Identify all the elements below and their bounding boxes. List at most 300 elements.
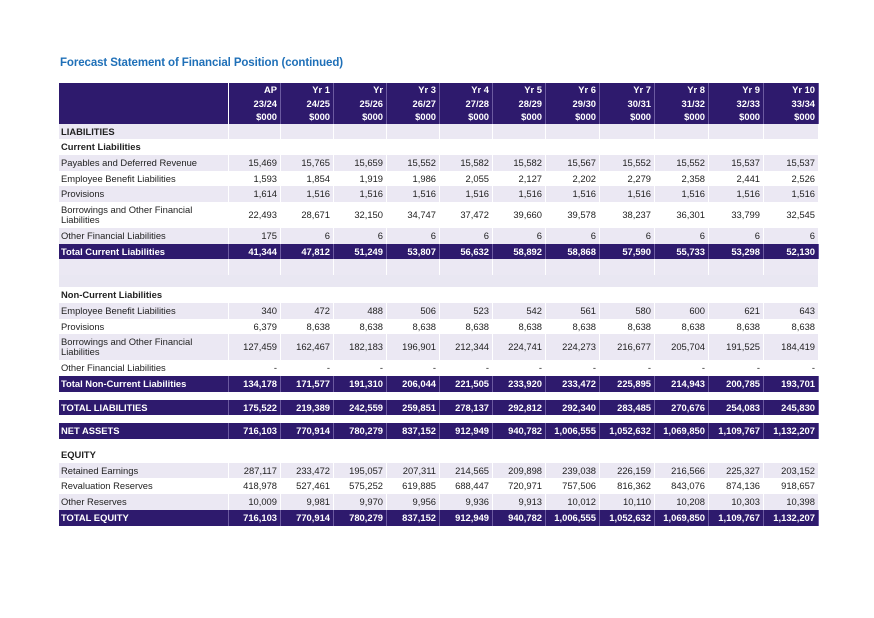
column-header-line: AP (263, 84, 277, 95)
value-cell: 940,782 (493, 423, 546, 439)
spacer-cell (59, 392, 819, 400)
value-cell: 6 (281, 228, 334, 244)
value-cell: 6 (493, 228, 546, 244)
value-cell: 209,898 (493, 463, 546, 479)
value-cell: 55,733 (655, 244, 709, 260)
value-cell: 225,895 (600, 376, 655, 392)
table-body (59, 124, 819, 526)
value-cell (493, 139, 546, 155)
value-cell: - (655, 360, 709, 376)
value-cell: 716,103 (229, 423, 281, 439)
value-cell: 219,389 (281, 400, 334, 416)
value-cell (600, 259, 655, 275)
row-label: TOTAL LIABILITIES (59, 400, 229, 416)
value-cell: 52,130 (764, 244, 819, 260)
value-cell: 47,812 (281, 244, 334, 260)
value-cell: 8,638 (546, 319, 600, 335)
value-cell (229, 259, 281, 275)
column-header-line: 23/24 (253, 97, 277, 109)
value-cell: 9,970 (334, 494, 387, 510)
value-cell: 621 (709, 303, 764, 319)
value-cell: 39,660 (493, 202, 546, 228)
value-cell: 1,069,850 (655, 423, 709, 439)
table-row (59, 171, 819, 187)
value-cell: 340 (229, 303, 281, 319)
value-cell: 2,526 (764, 171, 819, 187)
value-cell: 254,083 (709, 400, 764, 416)
value-cell: 205,704 (655, 334, 709, 360)
value-cell: 940,782 (493, 510, 546, 526)
value-cell: 619,885 (387, 478, 440, 494)
value-cell: 203,152 (764, 463, 819, 479)
column-header-line: $000 (630, 111, 651, 122)
total-row (59, 510, 819, 526)
row-label (59, 259, 229, 275)
column-header-line: Yr 10 (792, 84, 815, 95)
column-header-line: $000 (362, 111, 383, 122)
value-cell: 418,978 (229, 478, 281, 494)
value-cell: 22,493 (229, 202, 281, 228)
value-cell (229, 124, 281, 140)
spacer-cell (59, 415, 819, 423)
value-cell: 56,632 (440, 244, 493, 260)
value-cell: 472 (281, 303, 334, 319)
value-cell: 51,249 (334, 244, 387, 260)
value-cell: 2,358 (655, 171, 709, 187)
value-cell: 28,671 (281, 202, 334, 228)
column-header (709, 83, 764, 124)
value-cell: 196,901 (387, 334, 440, 360)
value-cell: 233,472 (281, 463, 334, 479)
value-cell: 233,472 (546, 376, 600, 392)
value-cell (655, 259, 709, 275)
value-cell: 15,469 (229, 155, 281, 171)
financial-position-table (59, 83, 819, 526)
value-cell: 2,202 (546, 171, 600, 187)
value-cell: 38,237 (600, 202, 655, 228)
value-cell (709, 287, 764, 303)
value-cell: 1,516 (546, 186, 600, 202)
value-cell: 8,638 (600, 319, 655, 335)
value-cell: 10,110 (600, 494, 655, 510)
value-cell: 8,638 (281, 319, 334, 335)
value-cell (334, 287, 387, 303)
value-cell (546, 139, 600, 155)
column-header-line: Yr 9 (742, 84, 760, 95)
value-cell: - (281, 360, 334, 376)
spacer-row (59, 392, 819, 400)
table-row (59, 186, 819, 202)
column-header-line: Yr (373, 84, 383, 95)
value-cell: 837,152 (387, 423, 440, 439)
value-cell (764, 447, 819, 463)
value-cell: 225,327 (709, 463, 764, 479)
value-cell: 6 (709, 228, 764, 244)
value-cell (281, 124, 334, 140)
row-label: Provisions (59, 186, 229, 202)
value-cell: 206,044 (387, 376, 440, 392)
table-row (59, 303, 819, 319)
value-cell: 10,303 (709, 494, 764, 510)
value-cell (440, 287, 493, 303)
value-cell: 36,301 (655, 202, 709, 228)
value-cell (493, 287, 546, 303)
value-cell: 1,516 (334, 186, 387, 202)
value-cell: 912,949 (440, 510, 493, 526)
value-cell: 1,109,767 (709, 423, 764, 439)
value-cell: - (600, 360, 655, 376)
column-header-line: $000 (468, 111, 489, 122)
value-cell: 233,920 (493, 376, 546, 392)
value-cell: - (546, 360, 600, 376)
spacer-row (59, 439, 819, 447)
row-label: Other Reserves (59, 494, 229, 510)
value-cell: 37,472 (440, 202, 493, 228)
value-cell: 10,398 (764, 494, 819, 510)
value-cell: 874,136 (709, 478, 764, 494)
value-cell (387, 139, 440, 155)
value-cell: 216,677 (600, 334, 655, 360)
section-row (59, 447, 819, 463)
column-header (334, 83, 387, 124)
value-cell: 212,344 (440, 334, 493, 360)
value-cell (440, 447, 493, 463)
column-header-line: 24/25 (306, 97, 330, 109)
value-cell: 6 (334, 228, 387, 244)
row-label: Payables and Deferred Revenue (59, 155, 229, 171)
table-row (59, 228, 819, 244)
value-cell: 171,577 (281, 376, 334, 392)
value-cell: 2,279 (600, 171, 655, 187)
value-cell: 216,566 (655, 463, 709, 479)
column-header (229, 83, 281, 124)
value-cell: 843,076 (655, 478, 709, 494)
value-cell (334, 447, 387, 463)
value-cell: 193,701 (764, 376, 819, 392)
value-cell: 912,949 (440, 423, 493, 439)
value-cell: 580 (600, 303, 655, 319)
table-row (59, 478, 819, 494)
column-header-line: 27/28 (465, 97, 489, 109)
value-cell: 32,545 (764, 202, 819, 228)
value-cell: 2,055 (440, 171, 493, 187)
column-header-line: $000 (256, 111, 277, 122)
value-cell: 6 (440, 228, 493, 244)
row-label: Borrowings and Other Financial Liabilities (59, 202, 229, 228)
column-header-line: Yr 5 (524, 84, 542, 95)
value-cell: 200,785 (709, 376, 764, 392)
value-cell: 9,913 (493, 494, 546, 510)
value-cell (334, 259, 387, 275)
value-cell: 9,956 (387, 494, 440, 510)
value-cell: 780,279 (334, 510, 387, 526)
table-row (59, 494, 819, 510)
column-header-line: 26/27 (412, 97, 436, 109)
row-label: TOTAL EQUITY (59, 510, 229, 526)
value-cell: 600 (655, 303, 709, 319)
value-cell: 10,208 (655, 494, 709, 510)
column-header (655, 83, 709, 124)
value-cell (229, 139, 281, 155)
table-row (59, 360, 819, 376)
value-cell (281, 447, 334, 463)
value-cell (229, 287, 281, 303)
column-header (764, 83, 819, 124)
value-cell: 58,892 (493, 244, 546, 260)
value-cell: - (229, 360, 281, 376)
value-cell: 1,516 (281, 186, 334, 202)
band-row (59, 275, 819, 287)
value-cell: 53,807 (387, 244, 440, 260)
value-cell: 15,765 (281, 155, 334, 171)
column-header-line: $000 (794, 111, 815, 122)
column-header-line: 32/33 (736, 97, 760, 109)
value-cell: 15,552 (600, 155, 655, 171)
value-cell: 1,516 (600, 186, 655, 202)
value-cell: 239,038 (546, 463, 600, 479)
header-label-cell (59, 83, 229, 124)
value-cell: 162,467 (281, 334, 334, 360)
page-title: Forecast Statement of Financial Position (continued) (60, 57, 343, 69)
row-label: NET ASSETS (59, 423, 229, 439)
value-cell: 15,582 (493, 155, 546, 171)
value-cell (600, 124, 655, 140)
value-cell: 2,441 (709, 171, 764, 187)
total-row (59, 244, 819, 260)
value-cell: 8,638 (764, 319, 819, 335)
value-cell (764, 287, 819, 303)
value-cell: - (440, 360, 493, 376)
value-cell (709, 259, 764, 275)
value-cell: 6 (764, 228, 819, 244)
value-cell: 292,340 (546, 400, 600, 416)
column-header-line: $000 (309, 111, 330, 122)
spacer-row (59, 415, 819, 423)
value-cell: 10,012 (546, 494, 600, 510)
value-cell: 32,150 (334, 202, 387, 228)
table-row (59, 202, 819, 228)
table-row (59, 319, 819, 335)
column-header-line: $000 (415, 111, 436, 122)
value-cell (281, 139, 334, 155)
column-header (281, 83, 334, 124)
value-cell: 1,516 (709, 186, 764, 202)
value-cell: 226,159 (600, 463, 655, 479)
value-cell: 8,638 (387, 319, 440, 335)
value-cell: 770,914 (281, 510, 334, 526)
value-cell: 184,419 (764, 334, 819, 360)
value-cell: 1,052,632 (600, 510, 655, 526)
value-cell: 506 (387, 303, 440, 319)
value-cell: 33,799 (709, 202, 764, 228)
row-label: Other Financial Liabilities (59, 228, 229, 244)
value-cell: 575,252 (334, 478, 387, 494)
value-cell (440, 124, 493, 140)
value-cell: 1,516 (493, 186, 546, 202)
value-cell (709, 447, 764, 463)
value-cell: 287,117 (229, 463, 281, 479)
value-cell: 1,109,767 (709, 510, 764, 526)
value-cell: 1,516 (440, 186, 493, 202)
row-label: Current Liabilities (59, 139, 229, 155)
value-cell: 57,590 (600, 244, 655, 260)
value-cell: 15,659 (334, 155, 387, 171)
value-cell (440, 139, 493, 155)
column-header-line: Yr 4 (471, 84, 489, 95)
value-cell: 1,052,632 (600, 423, 655, 439)
column-header-line: $000 (521, 111, 542, 122)
row-label: Employee Benefit Liabilities (59, 303, 229, 319)
column-header-line: 31/32 (681, 97, 705, 109)
value-cell: 191,525 (709, 334, 764, 360)
value-cell: 15,537 (709, 155, 764, 171)
column-header-line: Yr 7 (633, 84, 651, 95)
value-cell: 8,638 (709, 319, 764, 335)
value-cell: 1,516 (764, 186, 819, 202)
value-cell: - (709, 360, 764, 376)
value-cell (655, 139, 709, 155)
value-cell: 6,379 (229, 319, 281, 335)
value-cell: 259,851 (387, 400, 440, 416)
value-cell: 780,279 (334, 423, 387, 439)
value-cell (546, 287, 600, 303)
value-cell: 2,127 (493, 171, 546, 187)
band-cell (59, 275, 819, 287)
value-cell (764, 124, 819, 140)
column-header (546, 83, 600, 124)
value-cell (334, 139, 387, 155)
value-cell (655, 447, 709, 463)
value-cell: 688,447 (440, 478, 493, 494)
value-cell: - (493, 360, 546, 376)
value-cell: 39,578 (546, 202, 600, 228)
value-cell: 9,936 (440, 494, 493, 510)
value-cell: 15,552 (387, 155, 440, 171)
row-label: LIABILITIES (59, 124, 229, 140)
value-cell: 8,638 (493, 319, 546, 335)
blank-row (59, 259, 819, 275)
value-cell: 278,137 (440, 400, 493, 416)
value-cell: 127,459 (229, 334, 281, 360)
value-cell: 720,971 (493, 478, 546, 494)
column-header-line: Yr 6 (578, 84, 596, 95)
value-cell: 15,582 (440, 155, 493, 171)
value-cell (493, 124, 546, 140)
value-cell: - (334, 360, 387, 376)
row-label: EQUITY (59, 447, 229, 463)
value-cell: 1,593 (229, 171, 281, 187)
value-cell (493, 447, 546, 463)
column-header-line: 25/26 (359, 97, 383, 109)
column-header-line: Yr 3 (418, 84, 436, 95)
value-cell: 1,069,850 (655, 510, 709, 526)
total-row (59, 376, 819, 392)
value-cell: 716,103 (229, 510, 281, 526)
column-header (440, 83, 493, 124)
value-cell: 292,812 (493, 400, 546, 416)
value-cell: 270,676 (655, 400, 709, 416)
value-cell: 1,986 (387, 171, 440, 187)
total-row (59, 423, 819, 439)
value-cell: 283,485 (600, 400, 655, 416)
value-cell: 6 (655, 228, 709, 244)
value-cell (493, 259, 546, 275)
value-cell: 9,981 (281, 494, 334, 510)
value-cell (600, 139, 655, 155)
row-label: Employee Benefit Liabilities (59, 171, 229, 187)
column-header-line: Yr 1 (312, 84, 330, 95)
value-cell: 58,868 (546, 244, 600, 260)
value-cell: 207,311 (387, 463, 440, 479)
value-cell: 643 (764, 303, 819, 319)
value-cell: 837,152 (387, 510, 440, 526)
value-cell: - (764, 360, 819, 376)
table-row (59, 463, 819, 479)
row-label: Revaluation Reserves (59, 478, 229, 494)
value-cell (281, 259, 334, 275)
value-cell: 41,344 (229, 244, 281, 260)
section-row (59, 139, 819, 155)
value-cell: 8,638 (334, 319, 387, 335)
value-cell: 1,006,555 (546, 510, 600, 526)
row-label: Total Non-Current Liabilities (59, 376, 229, 392)
value-cell (281, 287, 334, 303)
value-cell: 770,914 (281, 423, 334, 439)
value-cell: 1,516 (655, 186, 709, 202)
value-cell: 918,657 (764, 478, 819, 494)
value-cell: 195,057 (334, 463, 387, 479)
value-cell: 1,132,207 (764, 510, 819, 526)
value-cell: 6 (546, 228, 600, 244)
column-header (493, 83, 546, 124)
row-label: Non-Current Liabilities (59, 287, 229, 303)
value-cell: 8,638 (440, 319, 493, 335)
value-cell: 1,006,555 (546, 423, 600, 439)
value-cell (600, 447, 655, 463)
value-cell: 816,362 (600, 478, 655, 494)
column-header-line: $000 (684, 111, 705, 122)
value-cell (387, 287, 440, 303)
value-cell: 527,461 (281, 478, 334, 494)
value-cell (229, 447, 281, 463)
column-header (600, 83, 655, 124)
value-cell: 1,854 (281, 171, 334, 187)
value-cell: 1,516 (387, 186, 440, 202)
value-cell: 191,310 (334, 376, 387, 392)
value-cell: 15,537 (764, 155, 819, 171)
value-cell (546, 259, 600, 275)
column-header-line: Yr 8 (687, 84, 705, 95)
value-cell (764, 139, 819, 155)
value-cell (709, 124, 764, 140)
value-cell (764, 259, 819, 275)
value-cell (546, 447, 600, 463)
value-cell: 245,830 (764, 400, 819, 416)
row-label: Borrowings and Other Financial Liabilities (59, 334, 229, 360)
value-cell: 175,522 (229, 400, 281, 416)
value-cell: 214,565 (440, 463, 493, 479)
value-cell: 224,273 (546, 334, 600, 360)
value-cell: 15,567 (546, 155, 600, 171)
row-label: Other Financial Liabilities (59, 360, 229, 376)
table-row (59, 155, 819, 171)
value-cell (387, 124, 440, 140)
column-header (387, 83, 440, 124)
total-row (59, 400, 819, 416)
row-label: Retained Earnings (59, 463, 229, 479)
value-cell (334, 124, 387, 140)
value-cell: 34,747 (387, 202, 440, 228)
